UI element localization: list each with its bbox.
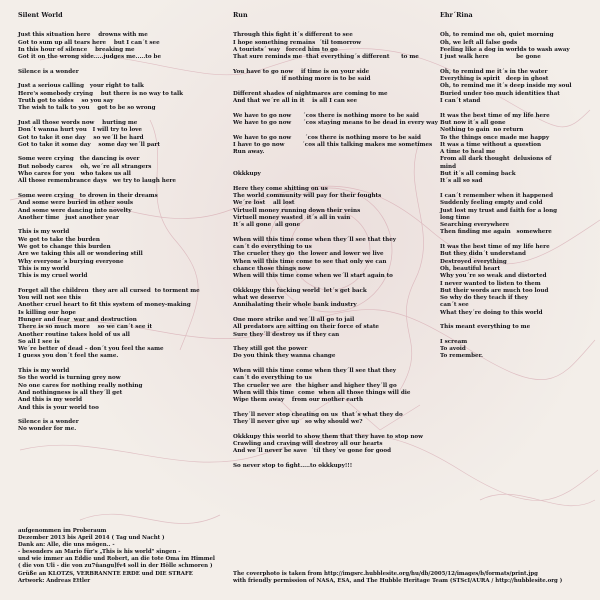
- stanza-break: [233, 339, 438, 346]
- text-line: Do you think they wanna change: [233, 353, 336, 360]
- song-title: Ehr´Rina: [440, 11, 473, 19]
- text-line: Who cares for you who takes us all: [18, 171, 131, 178]
- text-line: Another routine takes hold of us all: [18, 331, 130, 338]
- text-line: To the things once made me happy: [440, 134, 550, 141]
- text-line: A tourists´ way forced him to go: [233, 47, 338, 53]
- stanza-break: [18, 361, 223, 368]
- text-line: To avoid: [440, 346, 466, 353]
- text-line: The coverphoto is taken from http://imgsrc.hubblesite.org/hu/db/2005/12/images/b/formats/print.jpg: [233, 571, 538, 577]
- text-line: I scream: [440, 338, 468, 345]
- text-line: The world community will pay for their foughts: [233, 192, 382, 199]
- text-line: All those remembrance days we try to laugh here: [18, 178, 176, 185]
- song-lyrics: [440, 32, 595, 360]
- text-line: Annihalating their whole bank industry: [233, 302, 357, 309]
- stanza-break: [233, 456, 438, 463]
- text-line: But it´s all coming back: [440, 171, 516, 178]
- text-line: No wonder for me.: [18, 426, 77, 433]
- text-line: I have to go now ´cos all this talking makes me sometimes: [233, 141, 433, 148]
- text-line: We got to take the burden: [18, 236, 100, 243]
- stanza-break: [233, 310, 438, 317]
- text-line: You have to go now if time is on your side: [233, 68, 370, 75]
- text-line: Different shades of nightmares are coming to me: [233, 90, 388, 97]
- credits-footer: [18, 528, 233, 585]
- text-line: In this hour of silence breaking me: [18, 47, 135, 53]
- stanza-break: [18, 113, 223, 120]
- stanza-break: [18, 62, 223, 69]
- text-line: Then finding me again somewhere: [440, 229, 552, 236]
- text-line: Just all those words now hurting me: [18, 119, 138, 126]
- text-line: One more strike and we´ll all go to jail: [233, 316, 355, 323]
- text-line: Artwork: Andreas Ettler: [18, 577, 91, 584]
- text-line: And nothingness is all they´ll get: [18, 389, 123, 396]
- text-line: I can´t remember when it happened: [440, 192, 553, 199]
- text-line: Grüße an KLOTZS, VERBRANNTE ERDE und DIE STRAFE: [18, 570, 193, 577]
- text-line: They´ll never stop cheating on us that´s what they do: [233, 411, 403, 418]
- text-line: It´s all gone all gone: [233, 222, 301, 229]
- text-line: Run away.: [233, 149, 265, 156]
- text-line: Virtuell money wasted it´s all in vain: [233, 214, 351, 221]
- text-line: Got it on the wrong side.....judges me.....to be: [18, 54, 162, 61]
- stanza-break: [233, 105, 438, 112]
- stanza-break: [440, 62, 595, 69]
- text-line: When will this time come when they´ll see that they: [233, 236, 397, 243]
- text-line: We´re lost all lost: [233, 200, 295, 207]
- text-line: But they didn´t understand: [440, 251, 526, 258]
- stanza-break: [18, 412, 223, 419]
- text-line: Truth got to sides so you say: [18, 98, 114, 105]
- text-line: long time: [440, 214, 470, 221]
- text-line: But now it´s all gone: [440, 119, 506, 126]
- text-line: And this is my world: [18, 397, 83, 404]
- text-line: I hope something remains ´til tomorrow: [233, 39, 362, 46]
- text-line: Oh, to remind me it´s in the water: [440, 68, 548, 75]
- text-line: So why do they teach if they: [440, 295, 528, 302]
- stanza-break: [233, 281, 438, 288]
- stanza-break: [233, 361, 438, 368]
- song-title: Silent World: [18, 11, 63, 19]
- stanza-break: [18, 149, 223, 156]
- credits-text: [18, 528, 233, 585]
- song-lyrics: [233, 32, 438, 470]
- text-line: And some were dancing into novelty: [18, 207, 132, 214]
- text-line: Feeling like a dog in worlds to wash away: [440, 47, 570, 53]
- text-line: It was the best time of my life here: [440, 112, 550, 119]
- text-line: We have to go now ´cos there is nothing more to be said: [233, 134, 421, 141]
- text-line: But their words are much too loud: [440, 287, 549, 294]
- text-line: Okkkupy this world to show them that they have to stop now: [233, 433, 423, 440]
- stanza-break: [18, 76, 223, 83]
- text-line: aufgenommen im Proberaum: [18, 528, 107, 534]
- text-line: It´s all so sad: [440, 178, 483, 185]
- text-line: Oh, we left all false gods: [440, 39, 518, 46]
- text-line: Dezember 2013 bis April 2014 ( Tag und Nacht ): [18, 535, 165, 542]
- text-line: What they´re doing to this world: [440, 309, 543, 316]
- text-line: When will this time come when all those things will die: [233, 389, 411, 396]
- text-line: Nothing to gain no return: [440, 127, 524, 134]
- text-line: It was a time without a question: [440, 141, 542, 148]
- text-line: Silence is a wonder: [18, 419, 79, 426]
- text-line: ( die von Uli - die von zu7ûangu]fv4 soll in der Hölle schmoren ): [18, 563, 213, 570]
- text-line: And that we´re all in it is all I can see: [233, 98, 358, 105]
- song-lyrics: [18, 32, 223, 433]
- text-line: Got to take it one day so we´ll be hard: [18, 134, 144, 141]
- text-line: with friendly permission of NASA, ESA, and The Hubble Heritage Team (STScI/AURA / http://hubblesite.org ): [233, 578, 563, 585]
- text-line: Buried under too much identities that: [440, 90, 560, 97]
- text-line: From all dark thought delusions of: [440, 156, 552, 163]
- text-line: can´t see: [440, 302, 469, 309]
- text-line: what we deserve: [233, 295, 285, 302]
- text-line: They still got the power: [233, 346, 308, 353]
- text-line: Through this fight it´s different to see: [233, 32, 353, 39]
- photo-credit-text: [233, 571, 593, 585]
- text-line: Okkkupy: [233, 171, 261, 178]
- text-line: Got to sum up all tears here but I can´t see: [18, 39, 160, 46]
- text-line: Don´t wanna hurt you I will try to love: [18, 127, 142, 134]
- stanza-break: [440, 186, 595, 193]
- text-line: No one cares for nothing really nothing: [18, 382, 143, 389]
- text-line: Just this situation here drowns with me: [18, 32, 148, 39]
- text-line: And we´ll never be save ´til they´ve gone for good: [233, 448, 391, 455]
- stanza-break: [18, 222, 223, 229]
- stanza-break: [233, 405, 438, 412]
- text-line: Is killing our hope: [18, 309, 76, 316]
- text-line: And some were buried in other souls: [18, 200, 134, 207]
- text-line: Okkkupy this fucking world let´s get back: [233, 287, 367, 294]
- text-line: We´re better of dead – don´t you feel the same: [18, 346, 164, 353]
- text-line: It was the best time of my life here: [440, 244, 550, 251]
- text-line: I never wanted to listen to them: [440, 280, 541, 287]
- text-line: We have to go now ´cos staying means to be dead in every way: [233, 119, 438, 126]
- text-line: Hunger and fear war and destruction: [18, 316, 137, 323]
- text-line: When will this time come when we´ll start again to: [233, 273, 393, 280]
- text-line: Another time just another year: [18, 214, 119, 221]
- text-line: I just walk here be gone: [440, 54, 541, 61]
- text-line: Oh, beautiful heart: [440, 265, 501, 272]
- text-line: Crawling and craving will destroy all our hearts: [233, 441, 383, 448]
- text-line: Just lost my trust and faith for a long: [440, 207, 558, 214]
- text-line: So the world is turning grey now: [18, 375, 121, 382]
- text-line: The crueler we are the higher and higher they´ll go: [233, 382, 397, 389]
- text-line: So never stop to fight.....to okkkupy!!!: [233, 462, 353, 469]
- text-line: When will this time come to see that only we can: [233, 258, 387, 265]
- text-line: if nothing more is to be said: [233, 76, 371, 83]
- text-line: Silence is a wonder: [18, 68, 79, 75]
- stanza-break: [18, 281, 223, 288]
- text-line: Why you´re so weak and distorted: [440, 273, 547, 280]
- text-line: Sure they´ll destroy us if they can: [233, 331, 340, 338]
- text-line: Dank an: Alle, die uns mögen.. -: [18, 542, 115, 549]
- text-line: This is my world: [18, 368, 70, 375]
- text-line: Are we taking this all or wondering still: [18, 251, 143, 258]
- text-line: Got to take it some day some day we´ll part: [18, 141, 160, 148]
- text-line: can´t do everything to us: [233, 244, 312, 251]
- stanza-break: [233, 156, 438, 163]
- text-line: Here's somebody crying but there is no way to talk: [18, 90, 184, 97]
- text-line: mind: [440, 163, 457, 170]
- text-line: can´t do everything to us: [233, 375, 312, 382]
- text-line: A time to heal me: [440, 149, 496, 156]
- text-line: This is my world: [18, 265, 70, 272]
- text-line: When will this time come when they´ll see that they: [233, 368, 397, 375]
- stanza-break: [233, 178, 438, 185]
- text-line: We have to go now ´cos there is nothing more to be said: [233, 112, 419, 119]
- stanza-break: [440, 332, 595, 339]
- stanza-break: [440, 317, 595, 324]
- text-line: Suddenly feeling empty and cold: [440, 200, 543, 207]
- stanza-break: [233, 229, 438, 236]
- text-line: But nobody cares oh, we´re all strangers: [18, 163, 152, 170]
- text-line: They´ll never give up so why should we?: [233, 419, 363, 426]
- lyrics-column-run: [233, 12, 438, 470]
- text-line: All predators are sitting on their force of state: [233, 324, 379, 331]
- text-line: This meant everything to me: [440, 324, 531, 331]
- text-line: You will not see this: [18, 295, 81, 302]
- text-line: I guess you don´t feel the same.: [18, 353, 119, 360]
- text-line: Here they come shitting on us: [233, 185, 328, 192]
- stanza-break: [233, 127, 438, 134]
- text-line: This is my cruel world: [18, 273, 88, 280]
- text-line: The crueler they go the lower and lower we live: [233, 251, 384, 258]
- text-line: Forget all the children they are all cursed to torment me: [18, 287, 200, 294]
- text-line: Destroyed everything: [440, 258, 507, 265]
- text-line: To remember.: [440, 353, 483, 360]
- stanza-break: [18, 186, 223, 193]
- text-line: And this is your world too: [18, 404, 99, 411]
- stanza-break: [440, 105, 595, 112]
- text-line: I can´t stand: [440, 98, 481, 105]
- text-line: This is my world: [18, 229, 70, 236]
- text-line: So all I see is: [18, 338, 60, 345]
- stanza-break: [233, 426, 438, 433]
- stanza-break: [233, 164, 438, 171]
- text-line: Oh, to remind me oh, quiet morning: [440, 32, 554, 39]
- lyrics-column-ehr-rina: [440, 12, 595, 361]
- text-line: That sure reminds me that everything´s different to me: [233, 54, 419, 61]
- text-line: Oh, to remind me it´s deep inside my soul: [440, 83, 572, 90]
- text-line: We got to change this burden: [18, 244, 111, 251]
- text-line: Wipe them away from our mother earth: [233, 397, 364, 404]
- stanza-break: [233, 83, 438, 90]
- text-line: Searching everywhere: [440, 222, 510, 229]
- text-line: - besonders an Mario für's „This is his world" singen -: [18, 549, 181, 556]
- text-line: Everything is spirit deep in ghost: [440, 76, 549, 83]
- stanza-break: [440, 237, 595, 244]
- text-line: There is so much more so we can´t see it: [18, 324, 153, 331]
- lyrics-column-silent-world: [18, 12, 223, 434]
- text-line: Virtuell money running down their veins: [233, 207, 361, 214]
- stanza-break: [233, 62, 438, 69]
- text-line: Some were crying to drown in their dreams: [18, 192, 158, 199]
- photo-credit-footer: [233, 571, 593, 585]
- song-title: Run: [233, 11, 248, 19]
- text-line: Why everyone´s burying everyone: [18, 258, 124, 265]
- text-line: The wish to talk to you got to be so wrong: [18, 105, 156, 112]
- text-line: chance those things now: [233, 265, 311, 272]
- text-line: Some were crying the dancing is over: [18, 156, 140, 163]
- text-line: und wie immer an Eddie und Robert, an die tote Oma im Himmel: [18, 556, 215, 563]
- text-line: Just a serious calling your right to talk: [18, 83, 144, 90]
- text-line: Another cruel heart to fit this system of money-making: [18, 302, 191, 309]
